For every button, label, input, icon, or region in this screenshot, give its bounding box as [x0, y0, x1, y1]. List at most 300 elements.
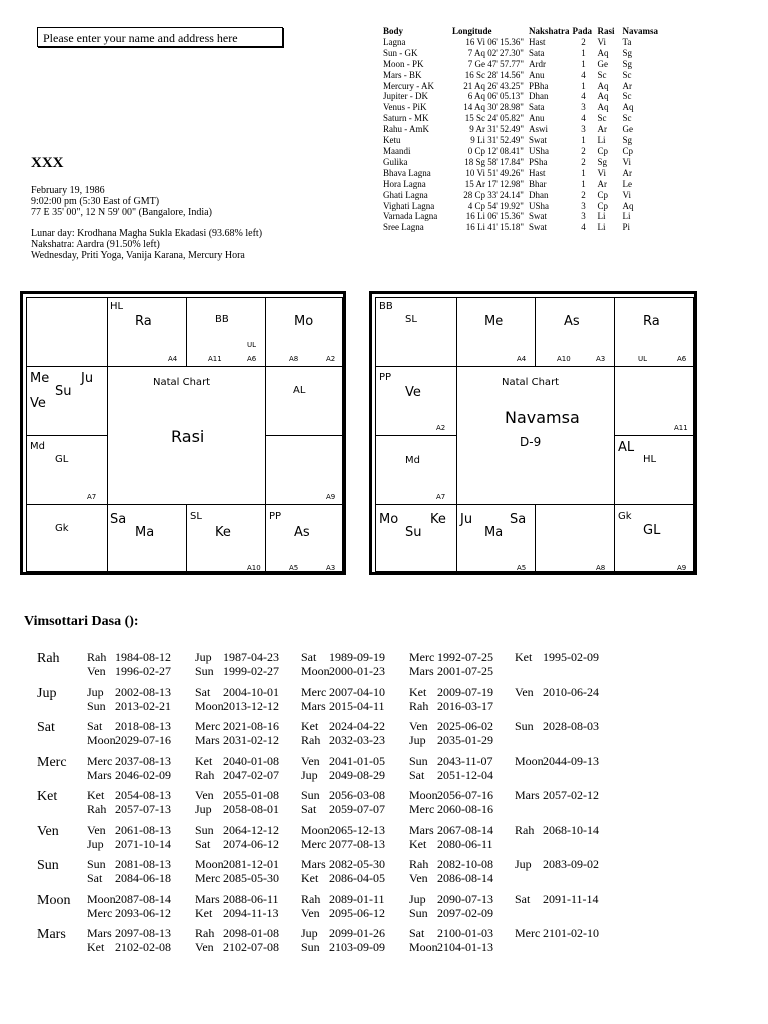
- dasa-subperiod: [515, 788, 599, 803]
- subperiod-date: 2007-04-10: [329, 684, 385, 699]
- chart-label-a3: A3: [596, 355, 606, 363]
- subperiod-date: 2082-05-30: [329, 857, 385, 871]
- dasa-subperiod: [301, 685, 385, 700]
- table-row: [383, 168, 661, 179]
- subperiod-date: 2032-03-23: [329, 733, 385, 747]
- subperiod-lord: Merc: [301, 836, 327, 851]
- column-header: Rasi: [597, 26, 615, 36]
- subperiod-lord: Ven: [301, 905, 320, 920]
- dasa-title: Vimsottari Dasa ():: [24, 614, 139, 629]
- dasa-lord: Ket: [37, 789, 58, 804]
- dasa-subperiod: [301, 768, 385, 783]
- subperiod-date: 2101-02-10: [543, 926, 599, 940]
- table-cell: Swat: [529, 222, 547, 233]
- table-cell: 16 Li 06' 15.36": [465, 211, 524, 222]
- chart-label-a2: A2: [326, 355, 336, 363]
- lunar-day: Lunar day: Krodhana Magha Sukla Ekadasi (93.68% left): [31, 228, 263, 239]
- subperiod-lord: Jup: [87, 684, 104, 699]
- dasa-subperiod: [195, 733, 279, 748]
- chart-label-al: AL: [618, 440, 635, 455]
- subperiod-lord: Mars: [195, 891, 220, 906]
- subperiod-lord: Merc: [195, 871, 221, 885]
- subperiod-lord: Mars: [515, 788, 540, 802]
- chart-label-a5: A5: [517, 564, 527, 572]
- chart-label-gl: GL: [643, 523, 661, 538]
- subperiod-date: 2065-12-13: [329, 822, 385, 837]
- subperiod-date: 2091-11-14: [543, 891, 599, 906]
- chart-label-mo: Mo: [294, 314, 314, 329]
- table-cell: 16 Vi 06' 15.36": [465, 36, 524, 47]
- table-cell: 9 Li 31' 52.49": [470, 135, 524, 146]
- subperiod-lord: Sat: [195, 684, 211, 699]
- chart-label-sl: SL: [405, 314, 417, 325]
- column-header: Longitude: [452, 26, 492, 36]
- chart-label-a8: A8: [289, 355, 299, 363]
- table-cell: 2: [581, 156, 586, 167]
- subperiod-lord: Jup: [301, 926, 318, 940]
- chart-label-gk: Gk: [55, 523, 69, 534]
- table-cell: Sg: [622, 135, 633, 146]
- table-row: [383, 179, 661, 190]
- dasa-subperiod: [87, 940, 171, 955]
- subperiod-date: 2100-01-03: [437, 926, 493, 940]
- subperiod-lord: Moon: [515, 753, 544, 768]
- person-name: XXX: [31, 155, 64, 171]
- subperiod-lord: Sun: [301, 788, 320, 802]
- dasa-lord: Rah: [37, 651, 60, 666]
- subperiod-date: 2090-07-13: [437, 891, 493, 906]
- dasa-lord: Merc: [37, 754, 67, 770]
- subperiod-lord: Moon: [301, 664, 330, 678]
- subperiod-date: 2047-02-07: [223, 767, 279, 782]
- subperiod-date: 2055-01-08: [223, 788, 279, 802]
- chart-label-a10: A10: [247, 564, 261, 572]
- table-cell: Ar: [622, 80, 633, 91]
- dasa-subperiod: [409, 823, 493, 838]
- subperiod-date: 2061-08-13: [115, 822, 171, 837]
- subperiod-lord: Jup: [301, 767, 318, 782]
- subperiod-lord: Ket: [87, 788, 105, 802]
- subperiod-date: 2016-03-17: [437, 698, 493, 713]
- chart-label-pp: PP: [379, 372, 392, 383]
- chart-label-md: Md: [30, 441, 45, 452]
- chart-label-ma: Ma: [484, 525, 504, 540]
- subperiod-date: 2056-07-16: [437, 788, 493, 802]
- table-cell: Gulika: [383, 156, 408, 167]
- chart-label-a6: A6: [677, 355, 687, 363]
- subperiod-lord: Ket: [195, 753, 213, 768]
- subperiod-date: 2086-08-14: [437, 871, 493, 885]
- dasa-subperiod: [409, 733, 493, 748]
- subperiod-date: 2083-09-02: [543, 857, 599, 871]
- dasa-lord: Mars: [37, 927, 66, 942]
- dasa-subperiod: [195, 699, 279, 714]
- dasa-subperiod: [409, 892, 493, 907]
- dasa-subperiod: [195, 871, 279, 886]
- column-header: Body: [383, 26, 404, 36]
- chart-label-sa: Sa: [110, 512, 127, 527]
- subperiod-lord: Sat: [195, 836, 211, 851]
- table-row: [383, 81, 661, 92]
- subperiod-date: 1996-02-27: [115, 664, 171, 678]
- table-row: [383, 37, 661, 48]
- table-row: [383, 91, 661, 102]
- subperiod-date: 2056-03-08: [329, 788, 385, 802]
- subperiod-date: 2054-08-13: [115, 788, 171, 802]
- subperiod-date: 2082-10-08: [437, 857, 493, 871]
- table-cell: Aq: [597, 102, 609, 113]
- subperiod-lord: Sat: [409, 767, 425, 782]
- dasa-subperiod: [515, 719, 599, 734]
- dasa-subperiod: [301, 664, 385, 679]
- subperiod-lord: Rah: [515, 822, 535, 837]
- table-header-row: [383, 26, 661, 37]
- dasa-subperiod: [301, 650, 385, 665]
- birth-place: 77 E 35' 00", 12 N 59' 00" (Bangalore, India): [31, 207, 212, 218]
- table-cell: 21 Aq 26' 43.25": [463, 80, 524, 91]
- dasa-subperiod: [87, 823, 171, 838]
- subperiod-date: 2081-12-01: [223, 857, 279, 871]
- dasa-subperiod: [515, 685, 599, 700]
- subperiod-date: 2095-06-12: [329, 905, 385, 920]
- table-cell: 2: [581, 189, 586, 200]
- dasa-subperiod: [87, 788, 171, 803]
- subperiod-lord: Sun: [195, 822, 214, 837]
- subperiod-date: 2049-08-29: [329, 767, 385, 782]
- dasa-subperiod: [87, 906, 171, 921]
- chart-label-sl: SL: [190, 511, 202, 522]
- chart-label-a4: A4: [168, 355, 178, 363]
- subperiod-lord: Sun: [409, 905, 428, 920]
- subperiod-lord: Jup: [87, 836, 104, 851]
- table-cell: Ghati Lagna: [383, 189, 428, 200]
- dasa-subperiod: [87, 664, 171, 679]
- subperiod-date: 1984-08-12: [115, 650, 171, 664]
- nakshatra: Nakshatra: Aardra (91.50% left): [31, 239, 160, 250]
- dasa-subperiod: [515, 926, 599, 941]
- table-cell: Vi: [622, 189, 631, 200]
- chart-label-a7: A7: [87, 493, 97, 501]
- subperiod-lord: Moon: [301, 822, 330, 837]
- table-cell: Sun - GK: [383, 47, 418, 58]
- subperiod-lord: Ket: [409, 836, 427, 851]
- chart-label-a9: A9: [677, 564, 687, 572]
- subperiod-lord: Ven: [87, 664, 106, 678]
- subperiod-date: 2013-12-12: [223, 698, 279, 713]
- subperiod-lord: Sat: [409, 926, 425, 940]
- subperiod-date: 2077-08-13: [329, 836, 385, 851]
- subperiod-date: 2018-08-13: [115, 719, 171, 733]
- subperiod-date: 2041-01-05: [329, 753, 385, 768]
- table-cell: Rahu - AmK: [383, 124, 429, 135]
- subperiod-date: 2085-05-30: [223, 871, 279, 885]
- table-cell: 7 Ge 47' 57.77": [467, 58, 524, 69]
- table-cell: Aq: [597, 91, 609, 102]
- dasa-subperiod: [409, 650, 493, 665]
- subperiod-lord: Sun: [301, 940, 320, 954]
- table-row: [383, 211, 661, 222]
- subperiod-date: 1992-07-25: [437, 650, 493, 664]
- subperiod-date: 2044-09-13: [543, 753, 599, 768]
- table-cell: Bhar: [529, 178, 547, 189]
- dasa-subperiod: [515, 857, 599, 872]
- chart-label-me: Me: [30, 371, 50, 386]
- dasa-subperiod: [409, 857, 493, 872]
- chart-label-hl: HL: [110, 301, 124, 312]
- chart-label-hl: HL: [643, 454, 657, 465]
- dasa-subperiod: [87, 685, 171, 700]
- dasa-subperiod: [301, 754, 385, 769]
- chart-label-a6: A6: [247, 355, 257, 363]
- subperiod-lord: Jup: [409, 733, 426, 747]
- chart-label-sa: Sa: [510, 512, 527, 527]
- dasa-subperiod: [87, 802, 171, 817]
- table-cell: Maandi: [383, 145, 411, 156]
- subperiod-lord: Ket: [195, 905, 213, 920]
- dasa-subperiod: [195, 802, 279, 817]
- subperiod-date: 2071-10-14: [115, 836, 171, 851]
- table-cell: 0 Cp 12' 08.41": [467, 145, 524, 156]
- table-cell: 2: [581, 36, 586, 47]
- table-cell: Sg: [597, 156, 608, 167]
- table-cell: Aq: [597, 47, 609, 58]
- subperiod-lord: Moon: [409, 940, 438, 954]
- subperiod-lord: Merc: [409, 802, 435, 816]
- name-address-field[interactable]: Please enter your name and address here: [37, 27, 283, 47]
- subperiod-lord: Ket: [515, 650, 533, 664]
- dasa-subperiod: [515, 823, 599, 838]
- dasa-subperiod: [87, 871, 171, 886]
- dasa-subperiod: [301, 871, 385, 886]
- subperiod-date: 1989-09-19: [329, 650, 385, 664]
- birth-details: [31, 185, 212, 218]
- dasa-subperiod: [195, 926, 279, 941]
- table-cell: Aswi: [529, 124, 549, 135]
- subperiod-date: 2010-06-24: [543, 684, 599, 699]
- subperiod-lord: Mars: [409, 664, 434, 678]
- chart-label-md: Md: [405, 455, 420, 466]
- table-cell: Swat: [529, 211, 547, 222]
- table-cell: 3: [581, 200, 586, 211]
- dasa-subperiod: [301, 940, 385, 955]
- column-header: Pada: [572, 26, 593, 36]
- dasa-subperiod: [195, 823, 279, 838]
- dasa-subperiod: [515, 650, 599, 665]
- subperiod-lord: Rah: [301, 891, 321, 906]
- dasa-subperiod: [87, 837, 171, 852]
- subperiod-date: 2001-07-25: [437, 664, 493, 678]
- subperiod-lord: Mars: [409, 822, 434, 837]
- table-cell: Lagna: [383, 36, 406, 47]
- subperiod-date: 2028-08-03: [543, 719, 599, 733]
- table-cell: 16 Sc 28' 14.56": [464, 69, 524, 80]
- chart-title: Natal Chart: [502, 377, 560, 388]
- chart-label-mo: Mo: [379, 512, 399, 527]
- table-cell: 3: [581, 102, 586, 113]
- subperiod-lord: Merc: [301, 684, 327, 699]
- table-cell: Sata: [529, 102, 545, 113]
- subperiod-date: 2021-08-16: [223, 719, 279, 733]
- subperiod-date: 2004-10-01: [223, 684, 279, 699]
- table-cell: Ta: [622, 36, 632, 47]
- chart-label-su: Su: [55, 384, 72, 399]
- chart-label-gl: GL: [55, 454, 69, 465]
- dasa-subperiod: [195, 685, 279, 700]
- dasa-subperiod: [195, 664, 279, 679]
- dasa-lord: Ven: [37, 823, 59, 839]
- chart-name: Rasi: [171, 427, 205, 446]
- table-cell: Ar: [622, 167, 633, 178]
- dasa-subperiod: [301, 823, 385, 838]
- table-cell: Swat: [529, 135, 547, 146]
- subperiod-lord: Sun: [409, 753, 428, 768]
- table-cell: Mercury - AK: [383, 80, 434, 91]
- subperiod-lord: Moon: [87, 733, 116, 747]
- table-cell: Li: [597, 211, 606, 222]
- table-cell: Anu: [529, 69, 545, 80]
- subperiod-lord: Sun: [195, 664, 214, 678]
- table-cell: 28 Cp 33' 24.14": [463, 189, 524, 200]
- chart-label-ul: UL: [638, 355, 648, 363]
- table-cell: 7 Aq 02' 27.30": [467, 47, 524, 58]
- subperiod-date: 2104-01-13: [437, 940, 493, 954]
- table-cell: 1: [581, 167, 586, 178]
- subperiod-lord: Sat: [87, 871, 103, 885]
- dasa-subperiod: [301, 906, 385, 921]
- dasa-subperiod: [301, 837, 385, 852]
- table-cell: 2: [581, 145, 586, 156]
- dasa-lord: Moon: [37, 892, 71, 908]
- table-row: [383, 59, 661, 70]
- subperiod-lord: Moon: [409, 788, 438, 802]
- subperiod-date: 2093-06-12: [115, 905, 171, 920]
- table-row: [383, 222, 661, 233]
- dasa-subperiod: [409, 719, 493, 734]
- chart-name: Navamsa: [505, 408, 580, 427]
- dasa-subperiod: [87, 650, 171, 665]
- dasa-subperiod: [195, 719, 279, 734]
- table-row: [383, 135, 661, 146]
- chart-label-ul: UL: [247, 341, 257, 349]
- dasa-subperiod: [409, 871, 493, 886]
- subperiod-date: 2057-07-13: [115, 802, 171, 816]
- chart-label-a11: A11: [208, 355, 222, 363]
- chart-label-su: Su: [405, 525, 422, 540]
- subperiod-date: 2088-06-11: [223, 891, 279, 906]
- subperiod-lord: Jup: [409, 891, 426, 906]
- subperiod-lord: Sun: [87, 698, 106, 713]
- subperiod-lord: Jup: [195, 650, 212, 664]
- subperiod-lord: Merc: [515, 926, 541, 940]
- subperiod-lord: Moon: [87, 891, 116, 906]
- table-cell: Ar: [597, 178, 608, 189]
- dasa-subperiod: [409, 926, 493, 941]
- chart-label-ma: Ma: [135, 525, 155, 540]
- birth-time: 9:02:00 pm (5:30 East of GMT): [31, 196, 160, 207]
- subperiod-lord: Ven: [409, 871, 428, 885]
- dasa-subperiod: [195, 768, 279, 783]
- subperiod-date: 2000-01-23: [329, 664, 385, 678]
- chart-label-ve: Ve: [405, 385, 421, 400]
- subperiod-date: 2037-08-13: [115, 753, 171, 768]
- table-cell: Ardr: [529, 58, 546, 69]
- table-cell: Vi: [622, 156, 631, 167]
- subperiod-lord: Ket: [301, 871, 319, 885]
- table-row: [383, 201, 661, 212]
- dasa-subperiod: [409, 768, 493, 783]
- subperiod-lord: Rah: [195, 926, 215, 940]
- subperiod-lord: Ven: [409, 719, 428, 733]
- table-cell: Sata: [529, 47, 545, 58]
- subperiod-date: 2097-08-13: [115, 926, 171, 940]
- subperiod-date: 2087-08-14: [115, 891, 171, 906]
- subperiod-lord: Ven: [195, 940, 214, 954]
- table-cell: 15 Ar 17' 12.98": [464, 178, 524, 189]
- subperiod-lord: Moon: [195, 698, 224, 713]
- dasa-subperiod: [301, 802, 385, 817]
- subperiod-lord: Mars: [87, 767, 112, 782]
- subperiod-lord: Ket: [301, 719, 319, 733]
- dasa-subperiod: [409, 699, 493, 714]
- subperiod-lord: Merc: [87, 753, 113, 768]
- subperiod-date: 2074-06-12: [223, 836, 279, 851]
- subperiod-date: 2098-01-08: [223, 926, 279, 940]
- subperiod-lord: Merc: [195, 719, 221, 733]
- table-cell: 15 Sc 24' 05.82": [464, 113, 524, 124]
- dasa-subperiod: [87, 754, 171, 769]
- subperiod-lord: Sat: [301, 650, 317, 664]
- table-cell: Sg: [622, 58, 633, 69]
- subperiod-date: 2015-04-11: [329, 698, 385, 713]
- dasa-subperiod: [409, 802, 493, 817]
- table-row: [383, 190, 661, 201]
- dasa-subperiod: [195, 892, 279, 907]
- subperiod-lord: Mars: [87, 926, 112, 940]
- subperiod-lord: Rah: [409, 698, 429, 713]
- table-cell: 1: [581, 135, 586, 146]
- chart-label-ra: Ra: [135, 314, 152, 329]
- table-cell: Dhan: [529, 91, 549, 102]
- table-cell: Moon - PK: [383, 58, 424, 69]
- subperiod-date: 2080-06-11: [437, 836, 493, 851]
- table-cell: 1: [581, 58, 586, 69]
- table-cell: 1: [581, 80, 586, 91]
- subperiod-lord: Sat: [301, 802, 317, 816]
- table-row: [383, 157, 661, 168]
- subperiod-lord: Merc: [87, 905, 113, 920]
- subperiod-date: 2031-02-12: [223, 733, 279, 747]
- subperiod-lord: Mars: [301, 698, 326, 713]
- subperiod-date: 2097-02-09: [437, 905, 493, 920]
- dasa-subperiod: [87, 699, 171, 714]
- dasa-lord: Sun: [37, 858, 59, 873]
- chart-label-a9: A9: [326, 493, 336, 501]
- table-cell: Vi: [597, 36, 606, 47]
- chart-label-ra: Ra: [643, 314, 660, 329]
- dasa-subperiod: [301, 892, 385, 907]
- chart-label-ve: Ve: [30, 396, 46, 411]
- table-cell: 1: [581, 178, 586, 189]
- table-cell: 4: [581, 113, 586, 124]
- chart-label-a2: A2: [436, 424, 446, 432]
- table-cell: Sc: [622, 69, 632, 80]
- subperiod-date: 1999-02-27: [223, 664, 279, 678]
- table-cell: Ge: [597, 58, 609, 69]
- chart-label-bb: BB: [379, 301, 393, 312]
- table-cell: Sc: [597, 69, 607, 80]
- subperiod-lord: Sun: [515, 719, 534, 733]
- table-cell: Venus - PiK: [383, 102, 427, 113]
